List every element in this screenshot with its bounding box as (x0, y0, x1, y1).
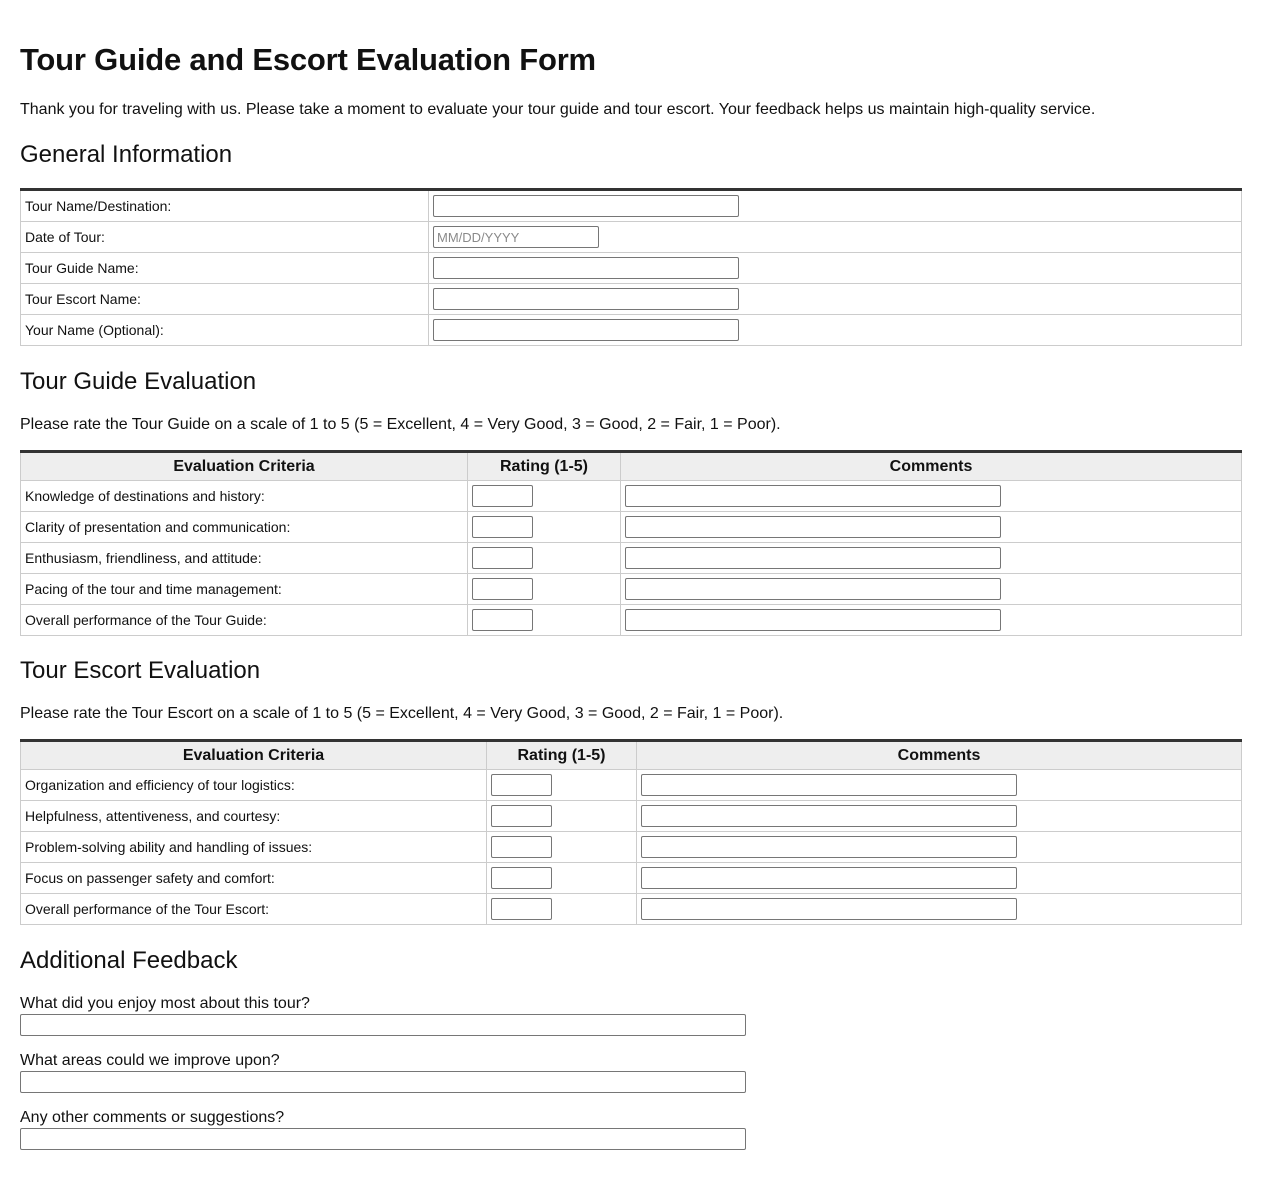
general-info-table (20, 188, 1242, 346)
criteria-label: Helpfulness, attentiveness, and courtesy: (21, 801, 487, 832)
table-row (21, 284, 1242, 315)
comment-input[interactable] (641, 805, 1017, 827)
column-header-comments: Comments (621, 452, 1242, 481)
page-title: Tour Guide and Escort Evaluation Form (20, 42, 596, 77)
guide-rating-note: Please rate the Tour Guide on a scale of 1 to 5 (5 = Excellent, 4 = Very Good, 3 = Good, 2 = Fair, 1 = Poor). (20, 416, 781, 433)
escort-rating-note: Please rate the Tour Escort on a scale of 1 to 5 (5 = Excellent, 4 = Very Good, 3 = Good, 2 = Fair, 1 = Poor). (20, 705, 784, 722)
column-header-rating: Rating (1-5) (487, 741, 637, 770)
table-row (21, 832, 1242, 863)
rating-input[interactable] (491, 774, 552, 796)
comment-input[interactable] (625, 547, 1001, 569)
comment-input[interactable] (641, 898, 1017, 920)
rating-input[interactable] (472, 516, 533, 538)
table-row (21, 315, 1242, 346)
comment-input[interactable] (625, 516, 1001, 538)
table-row (21, 770, 1242, 801)
comment-input[interactable] (641, 867, 1017, 889)
table-row (21, 190, 1242, 222)
rating-input[interactable] (472, 485, 533, 507)
guide-eval-heading: Tour Guide Evaluation (20, 368, 257, 395)
table-row (21, 801, 1242, 832)
field-label: Your Name (Optional): (21, 315, 429, 346)
tour-date-input[interactable] (433, 226, 599, 248)
criteria-label: Overall performance of the Tour Escort: (21, 894, 487, 925)
your-name-input[interactable] (433, 319, 739, 341)
table-header-row (21, 741, 1242, 770)
criteria-label: Enthusiasm, friendliness, and attitude: (21, 543, 468, 574)
table-row (21, 863, 1242, 894)
column-header-criteria: Evaluation Criteria (21, 452, 468, 481)
feedback-question-label: What areas could we improve upon? (20, 1052, 280, 1069)
guide-eval-table (20, 450, 1242, 636)
rating-input[interactable] (472, 547, 533, 569)
criteria-label: Organization and efficiency of tour logistics: (21, 770, 487, 801)
enjoyed-most-input[interactable] (20, 1014, 746, 1036)
table-row (21, 543, 1242, 574)
column-header-comments: Comments (637, 741, 1242, 770)
table-row (21, 481, 1242, 512)
table-header-row (21, 452, 1242, 481)
criteria-label: Pacing of the tour and time management: (21, 574, 468, 605)
comment-input[interactable] (625, 578, 1001, 600)
field-label: Tour Escort Name: (21, 284, 429, 315)
comment-input[interactable] (641, 774, 1017, 796)
table-row (21, 512, 1242, 543)
table-row (21, 574, 1242, 605)
feedback-question-label: Any other comments or suggestions? (20, 1109, 285, 1126)
criteria-label: Problem-solving ability and handling of issues: (21, 832, 487, 863)
tour-name-input[interactable] (433, 195, 739, 217)
escort-eval-heading: Tour Escort Evaluation (20, 657, 261, 684)
rating-input[interactable] (491, 898, 552, 920)
table-row (21, 605, 1242, 636)
field-label: Tour Name/Destination: (21, 190, 429, 222)
escort-eval-table (20, 739, 1242, 925)
tour-escort-name-input[interactable] (433, 288, 739, 310)
rating-input[interactable] (491, 836, 552, 858)
additional-feedback-heading: Additional Feedback (20, 947, 238, 974)
other-comments-input[interactable] (20, 1128, 746, 1150)
rating-input[interactable] (491, 867, 552, 889)
improve-upon-input[interactable] (20, 1071, 746, 1093)
table-row (21, 894, 1242, 925)
comment-input[interactable] (625, 609, 1001, 631)
rating-input[interactable] (472, 609, 533, 631)
rating-input[interactable] (491, 805, 552, 827)
tour-guide-name-input[interactable] (433, 257, 739, 279)
rating-input[interactable] (472, 578, 533, 600)
feedback-question-label: What did you enjoy most about this tour? (20, 995, 310, 1012)
column-header-rating: Rating (1-5) (468, 452, 621, 481)
column-header-criteria: Evaluation Criteria (21, 741, 487, 770)
intro-text: Thank you for traveling with us. Please take a moment to evaluate your tour guide and tour escort. Your feedback helps us maintain high-quality service. (20, 101, 1096, 118)
criteria-label: Overall performance of the Tour Guide: (21, 605, 468, 636)
criteria-label: Clarity of presentation and communication: (21, 512, 468, 543)
field-label: Tour Guide Name: (21, 253, 429, 284)
comment-input[interactable] (641, 836, 1017, 858)
criteria-label: Knowledge of destinations and history: (21, 481, 468, 512)
field-label: Date of Tour: (21, 222, 429, 253)
comment-input[interactable] (625, 485, 1001, 507)
general-info-heading: General Information (20, 141, 233, 168)
criteria-label: Focus on passenger safety and comfort: (21, 863, 487, 894)
table-row (21, 222, 1242, 253)
table-row (21, 253, 1242, 284)
